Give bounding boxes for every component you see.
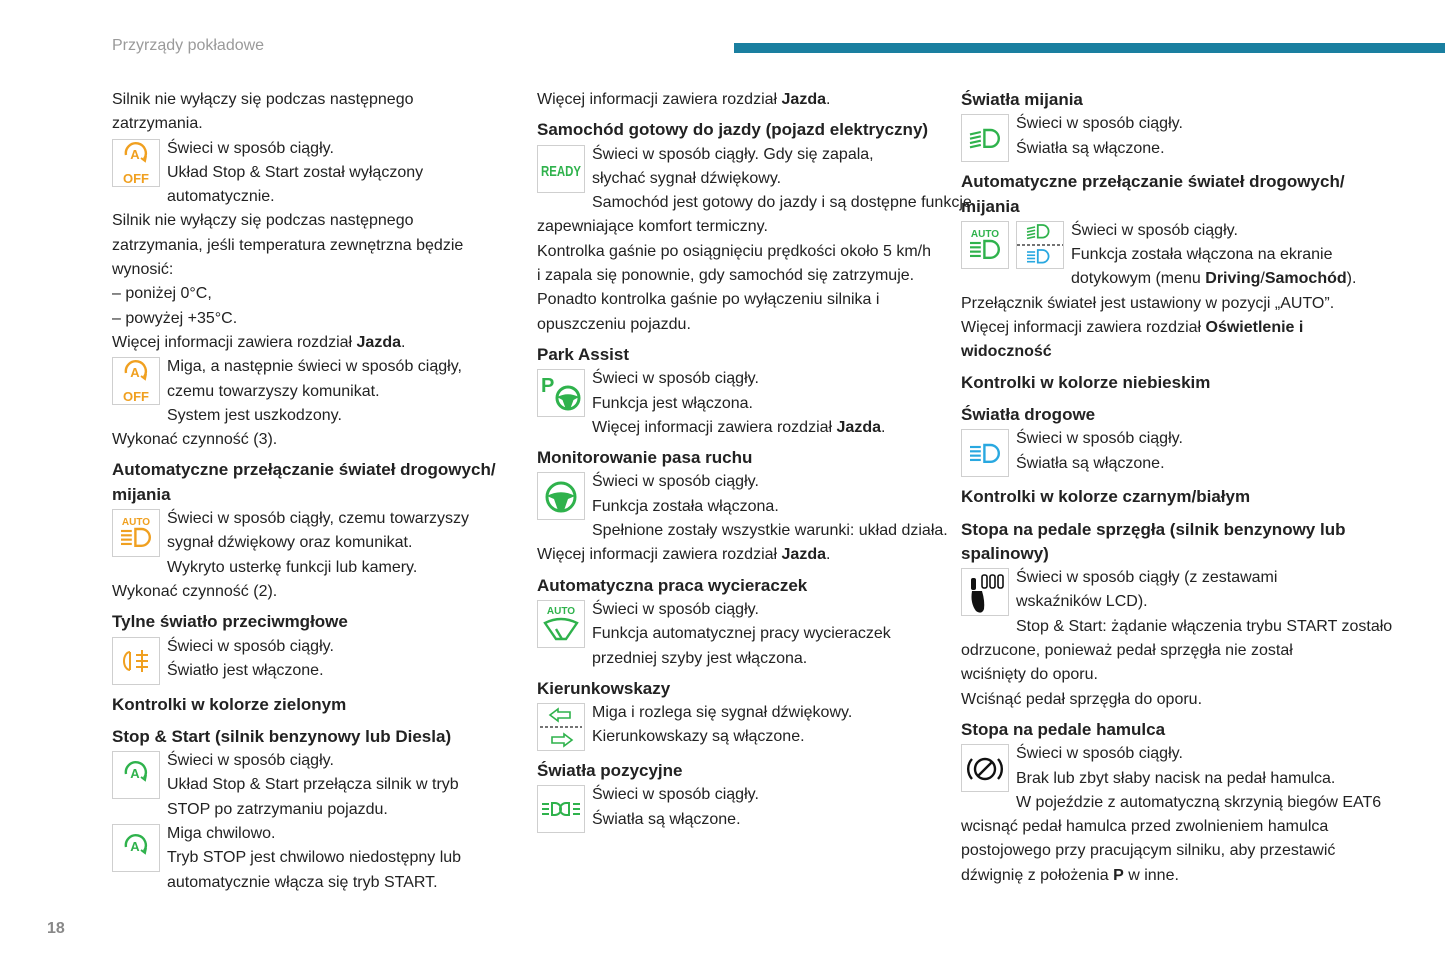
text-line (537, 598, 942, 622)
text-segment: Układ Stop & Start został wyłączony (167, 163, 424, 181)
text-line (537, 725, 942, 749)
a-green-icon (112, 751, 160, 799)
accent-bar (734, 43, 1445, 53)
text-segment: ). (1346, 270, 1357, 288)
text-line (537, 701, 942, 725)
text-line (961, 267, 1366, 291)
text-segment: Świeci w sposób ciągły. (592, 786, 759, 804)
indicator-icons (537, 145, 592, 193)
svg-text:AUTO: AUTO (546, 605, 576, 617)
text-line (537, 240, 942, 264)
text-line (537, 288, 942, 312)
text-segment: Funkcja została włączona na ekranie (1071, 246, 1333, 264)
text-line (961, 663, 1366, 687)
svg-text:A: A (130, 146, 140, 162)
heading (961, 485, 1366, 509)
heading-line: Kontrolki w kolorze czarnym/białym (961, 487, 1251, 507)
text-line (112, 331, 517, 355)
heading (961, 170, 1366, 219)
text-line (112, 428, 517, 452)
text-segment: Miga, a następnie świeci w sposób ciągły, (167, 358, 462, 376)
heading (961, 403, 1366, 427)
indicator-entry (961, 742, 1382, 888)
indicator-icons (112, 357, 167, 405)
text-line (961, 639, 1366, 663)
text-line (961, 566, 1366, 590)
indicator-icons (961, 221, 1071, 269)
text-segment: – powyżej +35°C. (112, 309, 238, 327)
indicator-icons (112, 824, 167, 872)
heading-line: Stopa na pedale sprzęgła (silnik benzynowy lub (961, 519, 1346, 539)
brake-pedal-icon (961, 744, 1009, 792)
section-heading (961, 371, 1366, 395)
indicator-entry (112, 355, 517, 452)
text-line (961, 615, 1393, 639)
text-line (112, 507, 517, 531)
entry-heading (961, 718, 1366, 742)
text-line (112, 846, 517, 870)
text-segment: System jest uszkodzony. (167, 406, 342, 424)
entry-heading (537, 759, 942, 783)
svg-text:P: P (541, 375, 555, 398)
svg-text:A: A (130, 766, 140, 782)
text-line (961, 590, 1366, 614)
indicator-entry (112, 137, 517, 356)
heading (537, 118, 942, 142)
section-title: Przyrządy pokładowe (112, 37, 265, 54)
text-segment: Funkcja automatycznej pracy wycieraczek (592, 625, 891, 643)
indicator-icons (112, 509, 167, 557)
indicator-icons (112, 139, 167, 187)
bold-term: Jazda (836, 418, 881, 436)
text-line (961, 112, 1366, 136)
entry-heading (961, 170, 1366, 219)
text-segment: słychać sygnał dźwiękowy. (592, 169, 782, 187)
a-off-icon (112, 139, 160, 187)
text-line (112, 112, 517, 136)
text-line (537, 647, 942, 671)
a-off-icon (112, 357, 160, 405)
text-line (112, 282, 517, 306)
low-beam-icon (961, 114, 1009, 162)
text-segment: Silnik nie wyłączy się podczas następnego (112, 212, 414, 230)
text-segment: Wykonać czynność (3). (112, 431, 278, 449)
bold-term: Jazda (781, 546, 826, 564)
bold-term: Samochód (1264, 270, 1347, 288)
text-line (961, 292, 1366, 316)
section-heading (961, 485, 1366, 509)
text-segment: Kierunkowskazy są włączone. (592, 728, 805, 746)
indicator-icons (961, 114, 1016, 162)
heading-line: Stop & Start (silnik benzynowy lub Diesla) (112, 726, 452, 746)
indicator-entry (961, 427, 1366, 479)
heading (961, 371, 1366, 395)
text-line (961, 688, 1366, 712)
heading (961, 518, 1366, 567)
text-segment: sygnał dźwiękowy oraz komunikat. (167, 534, 413, 552)
indicator-entry (961, 566, 1393, 712)
heading-line: Światła drogowe (961, 404, 1096, 424)
heading-line: Park Assist (537, 344, 629, 364)
column-2 (537, 88, 972, 835)
text-line (537, 416, 942, 440)
text-segment: wcisnąć pedał hamulca przed zwolnieniem hamulca (961, 818, 1329, 836)
paragraph (112, 88, 517, 137)
svg-text:AUTO: AUTO (970, 228, 1000, 240)
text-line (112, 380, 517, 404)
text-line (112, 822, 517, 846)
text-line (112, 161, 517, 185)
indicator-entry (961, 219, 1366, 365)
text-line (961, 427, 1366, 451)
text-segment: Samochód jest gotowy do jazdy i są dostępne funkcje (592, 194, 972, 212)
text-segment: Miga i rozlega się sygnał dźwiękowy. (592, 704, 853, 722)
text-segment: Świeci w sposób ciągły. (1016, 115, 1183, 133)
rear-fog-icon (112, 637, 160, 685)
heading (537, 574, 942, 598)
text-line (112, 659, 517, 683)
text-line (537, 88, 942, 112)
indicator-entry (112, 822, 517, 895)
svg-text:AUTO: AUTO (121, 517, 151, 529)
text-segment: Spełnione zostały wszystkie warunki: układ działa. (592, 522, 948, 540)
text-segment: Brak lub zbyt słaby nacisk na pedał hamulca. (1016, 769, 1336, 787)
text-segment: wciśnięty do oporu. (961, 666, 1098, 684)
text-segment: Świeci w sposób ciągły, czemu towarzyszy (167, 510, 470, 528)
bold-term: widoczność (961, 343, 1052, 361)
heading-line: Kontrolki w kolorze zielonym (112, 694, 347, 714)
entry-heading (961, 88, 1366, 112)
text-segment: Więcej informacji zawiera rozdział (592, 418, 837, 436)
heading-line: Samochód gotowy do jazdy (pojazd elektryczny) (537, 120, 929, 140)
entry-heading (112, 458, 517, 507)
text-segment: Układ Stop & Start przełącza silnik w tryb (167, 776, 459, 794)
text-segment: Silnik nie wyłączy się podczas następnego (112, 91, 414, 108)
svg-text:READY: READY (541, 162, 581, 180)
text-segment: czemu towarzyszy komunikat. (167, 382, 380, 400)
entry-heading (112, 610, 517, 634)
text-line (961, 839, 1366, 863)
indicator-entry (537, 598, 942, 671)
text-segment: Świeci w sposób ciągły. (592, 370, 759, 388)
text-segment: Świeci w sposób ciągły. (592, 473, 759, 491)
text-line (112, 798, 517, 822)
text-segment: automatycznie włącza się tryb START. (167, 873, 438, 891)
indicator-icons (961, 429, 1016, 477)
text-segment: . (825, 91, 831, 108)
entry-heading (961, 518, 1366, 567)
indicator-icons (537, 600, 592, 648)
text-line (112, 580, 517, 604)
text-line (961, 316, 1366, 340)
text-segment: Wciśnąć pedał sprzęgła do oporu. (961, 690, 1203, 708)
indicator-icons (961, 568, 1016, 616)
indicator-entry (112, 635, 517, 687)
heading (537, 759, 942, 783)
indicator-entry (537, 367, 942, 440)
text-line (961, 791, 1382, 815)
indicator-icons (537, 369, 592, 417)
text-segment: Funkcja została włączona. (592, 497, 779, 515)
text-line (537, 167, 942, 191)
text-segment: Tryb STOP jest chwilowo niedostępny lub (167, 849, 462, 867)
text-segment: . (880, 418, 886, 436)
text-segment: Kontrolka gaśnie po osiągnięciu prędkości około 5 km/h (537, 242, 932, 260)
text-line (961, 815, 1366, 839)
heading-line: Automatyczne przełączanie świateł drogowych/ (961, 172, 1345, 192)
high-beam-icon (961, 429, 1009, 477)
text-line (961, 137, 1366, 161)
text-segment: Więcej informacji zawiera rozdział (961, 319, 1206, 337)
text-segment: zatrzymania, jeśli temperatura zewnętrzna będzie (112, 236, 464, 254)
text-segment: Świeci w sposób ciągły. Gdy się zapala, (592, 145, 874, 163)
text-segment: Wykonać czynność (2). (112, 582, 278, 600)
text-segment: wynosić: (112, 261, 174, 279)
auto-wiper-icon (537, 600, 585, 648)
ready-icon (537, 145, 585, 193)
heading-line: mijania (961, 196, 1020, 216)
indicator-entry (537, 783, 942, 835)
text-segment: Światła są włączone. (1016, 139, 1165, 157)
heading (112, 725, 517, 749)
column-3 (961, 88, 1393, 888)
indicator-entry (537, 701, 942, 753)
text-line (112, 635, 517, 659)
text-segment: STOP po zatrzymaniu pojazdu. (167, 800, 388, 818)
heading-line: spalinowy) (961, 543, 1049, 563)
heading (961, 88, 1366, 112)
text-line (112, 871, 517, 895)
text-line (112, 185, 517, 209)
text-line (112, 773, 517, 797)
text-line (537, 808, 942, 832)
text-segment: opuszczeniu pojazdu. (537, 315, 691, 333)
indicator-icons (537, 703, 592, 751)
heading-line: Automatyczne przełączanie świateł drogowych/ (112, 460, 496, 480)
text-segment: wskaźników LCD). (1016, 593, 1148, 611)
sidelights-icon (537, 785, 585, 833)
text-line (537, 367, 942, 391)
section-heading (112, 693, 517, 717)
entry-heading (537, 677, 942, 701)
text-line (112, 355, 517, 379)
text-segment: automatycznie. (167, 188, 275, 206)
text-segment: – poniżej 0°C, (112, 285, 212, 303)
text-segment: i zapala się ponownie, gdy samochód się zatrzymuje. (537, 267, 915, 285)
entry-heading (537, 574, 942, 598)
indicator-entry (961, 112, 1366, 164)
auto-beam-green-icon (961, 221, 1009, 269)
text-segment: Miga chwilowo. (167, 825, 276, 843)
text-segment: dotykowym (menu (1071, 270, 1206, 288)
text-line (112, 137, 517, 161)
text-line (112, 209, 517, 233)
page-number: 18 (47, 920, 65, 937)
turn-signal-icon (537, 703, 585, 751)
entry-heading (537, 446, 942, 470)
text-line (537, 519, 948, 543)
indicator-icons (537, 785, 592, 833)
heading-line: mijania (112, 484, 171, 504)
text-line (537, 783, 942, 807)
bold-term: Jazda (356, 333, 401, 351)
bold-term: P (1113, 866, 1124, 884)
text-segment: odrzucone, ponieważ pedał sprzęgła nie został (961, 642, 1293, 660)
svg-text:A: A (130, 365, 140, 381)
text-segment: Więcej informacji zawiera rozdział (537, 91, 782, 108)
entry-heading (112, 725, 517, 749)
entry-heading (537, 118, 942, 142)
text-segment: zapewniające komfort termiczny. (537, 218, 768, 236)
text-segment: Świeci w sposób ciągły. (167, 637, 334, 655)
text-segment: Wykryto usterkę funkcji lub kamery. (167, 558, 418, 576)
heading-line: Kontrolki w kolorze niebieskim (961, 372, 1211, 392)
text-line (961, 452, 1366, 476)
indicator-icons (537, 472, 592, 520)
indicator-entry (537, 143, 972, 337)
indicator-entry (112, 507, 517, 604)
text-segment: Ponadto kontrolka gaśnie po wyłączeniu silnika i (537, 291, 880, 309)
heading (537, 446, 942, 470)
text-line (112, 556, 517, 580)
indicator-icons (112, 751, 167, 799)
heading-line: Światła mijania (961, 90, 1083, 109)
text-segment: W pojeździe z automatyczną skrzynią biegów EAT6 (1016, 793, 1382, 811)
clutch-pedal-icon (961, 568, 1009, 616)
text-line (537, 543, 942, 567)
low-high-beam-icon (1016, 221, 1064, 269)
heading (537, 677, 942, 701)
column-1 (112, 88, 517, 895)
svg-text:A: A (130, 839, 140, 855)
a-green-icon (112, 824, 160, 872)
text-segment: Przełącznik świateł jest ustawiony w pozycji „AUTO”. (961, 294, 1335, 312)
svg-text:OFF: OFF (123, 389, 149, 405)
auto-beam-orange-icon (112, 509, 160, 557)
text-line (961, 340, 1366, 364)
text-line (537, 143, 942, 167)
heading-line: Automatyczna praca wycieraczek (537, 575, 808, 595)
text-line (537, 495, 942, 519)
text-segment: Świeci w sposób ciągły. (1016, 430, 1183, 448)
text-segment: Świeci w sposób ciągły. (167, 752, 334, 770)
text-segment: zatrzymania. (112, 115, 203, 133)
heading (961, 718, 1366, 742)
heading-line: Kierunkowskazy (537, 678, 671, 698)
indicator-icons (961, 744, 1016, 792)
text-line (112, 234, 517, 258)
text-segment: . (825, 546, 831, 564)
text-line (537, 470, 942, 494)
text-segment: / (1260, 270, 1265, 288)
bold-term: Jazda (781, 91, 826, 108)
text-line (112, 307, 517, 331)
text-line (112, 531, 517, 555)
text-segment: Stop & Start: żądanie włączenia trybu START zostało (1016, 617, 1393, 635)
text-line (112, 749, 517, 773)
bold-term: Driving (1205, 270, 1261, 288)
text-segment: Świeci w sposób ciągły. (592, 600, 759, 618)
text-line (961, 864, 1366, 888)
text-segment: Światła są włączone. (592, 810, 741, 828)
text-segment: Światło jest włączone. (167, 661, 324, 679)
heading-line: Monitorowanie pasa ruchu (537, 448, 753, 468)
text-segment: Świeci w sposób ciągły (z zestawami (1016, 569, 1278, 587)
svg-text:OFF: OFF (123, 170, 149, 186)
bold-term: Oświetlenie i (1205, 319, 1304, 337)
text-segment: Światła są włączone. (1016, 454, 1165, 472)
text-line (537, 392, 942, 416)
heading (537, 343, 942, 367)
text-line (537, 264, 942, 288)
text-segment: Więcej informacji zawiera rozdział (112, 333, 357, 351)
text-line (112, 88, 517, 112)
text-line (537, 215, 942, 239)
steering-wheel-icon (537, 472, 585, 520)
text-line (112, 404, 517, 428)
text-segment: dźwignię z położenia (961, 866, 1114, 884)
heading-line: Stopa na pedale hamulca (961, 719, 1166, 739)
indicator-icons (112, 637, 167, 685)
entry-heading (961, 403, 1366, 427)
heading (112, 458, 517, 507)
text-line (537, 313, 942, 337)
text-segment: Świeci w sposób ciągły. (1016, 745, 1183, 763)
heading (112, 693, 517, 717)
text-line (537, 191, 972, 215)
text-segment: Świeci w sposób ciągły. (1071, 221, 1238, 239)
indicator-entry (112, 749, 517, 822)
text-segment: Świeci w sposób ciągły. (167, 139, 334, 157)
text-segment: przedniej szyby jest włączona. (592, 649, 808, 667)
text-segment: w inne. (1123, 866, 1179, 884)
heading (112, 610, 517, 634)
text-line (961, 742, 1366, 766)
heading-line: Światła pozycyjne (537, 761, 683, 781)
text-segment: Funkcja jest włączona. (592, 394, 753, 412)
text-segment: Więcej informacji zawiera rozdział (537, 546, 782, 564)
text-segment: . (400, 333, 406, 351)
paragraph (537, 88, 942, 112)
entry-heading (537, 343, 942, 367)
text-line (537, 622, 942, 646)
text-line (112, 258, 517, 282)
indicator-entry (537, 470, 948, 567)
text-line (961, 767, 1366, 791)
heading-line: Tylne światło przeciwmgłowe (112, 612, 348, 632)
text-segment: postojowego przy pracującym silniku, aby przestawić (961, 842, 1336, 860)
park-assist-icon (537, 369, 585, 417)
